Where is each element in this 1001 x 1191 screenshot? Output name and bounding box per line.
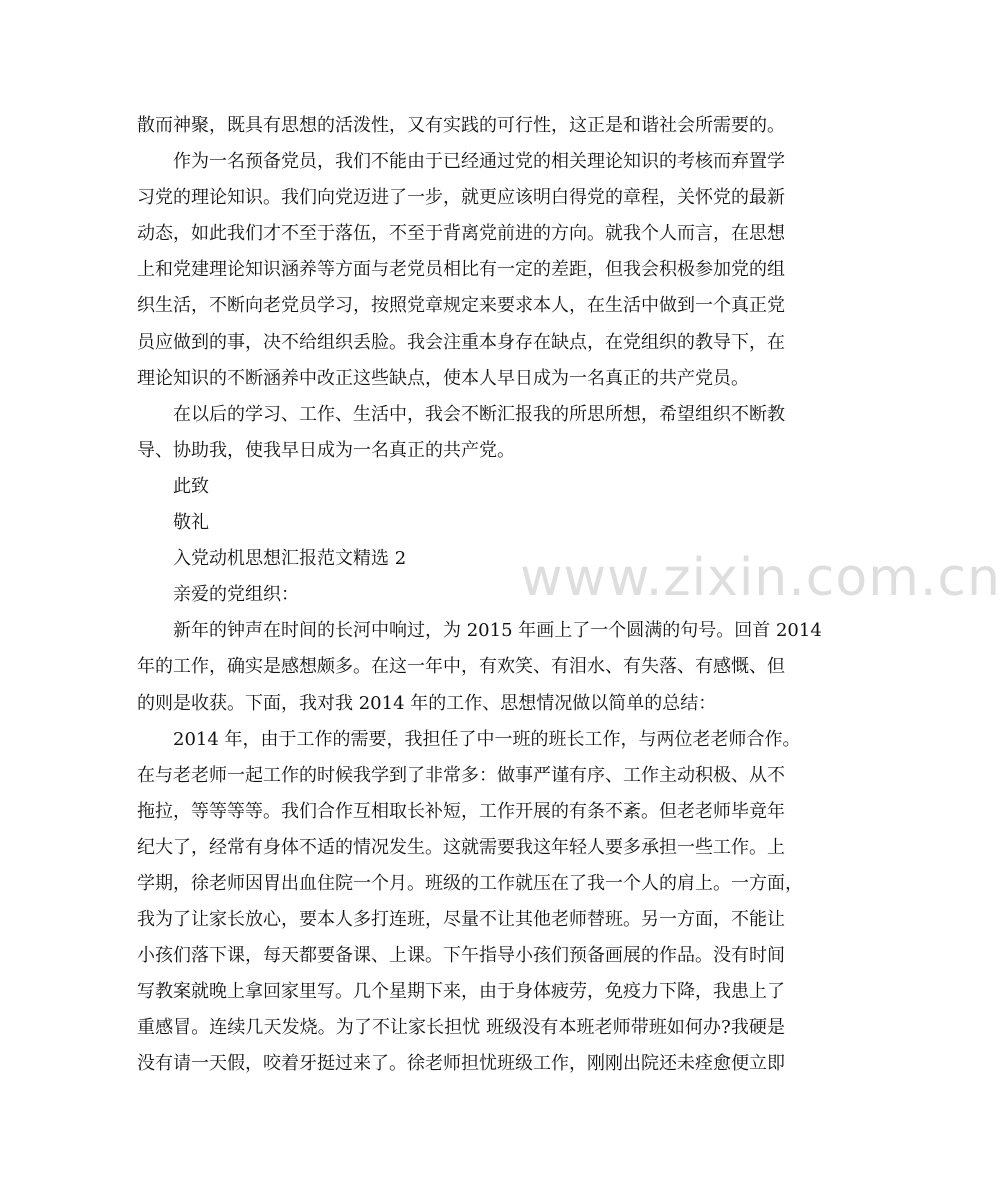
watermark: www.zixin.com.cn xyxy=(520,548,1001,608)
text-line: 员应做到的事，决不给组织丢脸。我会注重本身存在缺点，在党组织的教导下，在 xyxy=(137,331,785,353)
text-line: 亲爱的党组织： xyxy=(173,584,299,606)
text-line: 拖拉，等等等等。我们合作互相取长补短，工作开展的有条不紊。但老老师毕竟年 xyxy=(137,800,785,822)
text-line: 年的工作，确实是感想颇多。在这一年中，有欢笑、有泪水、有失落、有感慨、但 xyxy=(137,656,785,678)
text-line: 导、协助我，使我早日成为一名真正的共产党。 xyxy=(137,439,515,461)
text-line: 写教案就晚上拿回家里写。几个星期下来，由于身体疲劳，免疫力下降，我患上了 xyxy=(137,981,785,1003)
text-line: 的则是收获。下面，我对我 2014 年的工作、思想情况做以简单的总结： xyxy=(137,692,717,714)
text-line: 理论知识的不断涵养中改正这些缺点，使本人早日成为一名真正的共产党员。 xyxy=(137,367,749,389)
text-line: 在与老老师一起工作的时候我学到了非常多：做事严谨有序、工作主动积极、从不 xyxy=(137,764,785,786)
text-line: 动态，如此我们才不至于落伍，不至于背离党前进的方向。就我个人而言，在思想 xyxy=(137,223,785,245)
text-line: 没有请一天假，咬着牙挺过来了。徐老师担忧班级工作，刚刚出院还未痊愈便立即 xyxy=(137,1053,785,1075)
text-line: 新年的钟声在时间的长河中响过，为 2015 年画上了一个圆满的句号。回首 2014 xyxy=(173,620,822,642)
text-line: 我为了让家长放心，要本人多打连班，尽量不让其他老师替班。另一方面，不能让 xyxy=(137,909,785,931)
text-line: 纪大了，经常有身体不适的情况发生。这就需要我这年轻人要多承担一些工作。上 xyxy=(137,836,785,858)
text-line: 习党的理论知识。我们向党迈进了一步，就更应该明白得党的章程，关怀党的最新 xyxy=(137,187,785,209)
text-line: 入党动机思想汇报范文精选 2 xyxy=(173,548,407,570)
text-line: 敬礼 xyxy=(173,512,209,534)
text-line: 上和党建理论知识涵养等方面与老党员相比有一定的差距，但我会积极参加党的组 xyxy=(137,259,785,281)
text-line: 此致 xyxy=(173,475,209,497)
text-line: 织生活，不断向老党员学习，按照党章规定来要求本人，在生活中做到一个真正党 xyxy=(137,295,785,317)
text-line: 在以后的学习、工作、生活中，我会不断汇报我的所思所想，希望组织不断教 xyxy=(173,403,785,425)
text-line: 学期，徐老师因胃出血住院一个月。班级的工作就压在了我一个人的肩上。一方面， xyxy=(137,872,803,894)
document-body xyxy=(137,108,822,1083)
text-line: 散而神聚，既具有思想的活泼性，又有实践的可行性，这正是和谐社会所需要的。 xyxy=(137,115,785,136)
text-line: 作为一名预备党员，我们不能由于已经通过党的相关理论知识的考核而弃置学 xyxy=(173,151,785,173)
text-line: 重感冒。连续几天发烧。为了不让家长担忧 班级没有本班老师带班如何办?我硬是 xyxy=(137,1017,785,1039)
text-line: 小孩们落下课，每天都要备课、上课。下午指导小孩们预备画展的作品。没有时间 xyxy=(137,945,785,967)
text-line: 2014 年，由于工作的需要，我担任了中一班的班长工作，与两位老老师合作。 xyxy=(173,728,801,750)
